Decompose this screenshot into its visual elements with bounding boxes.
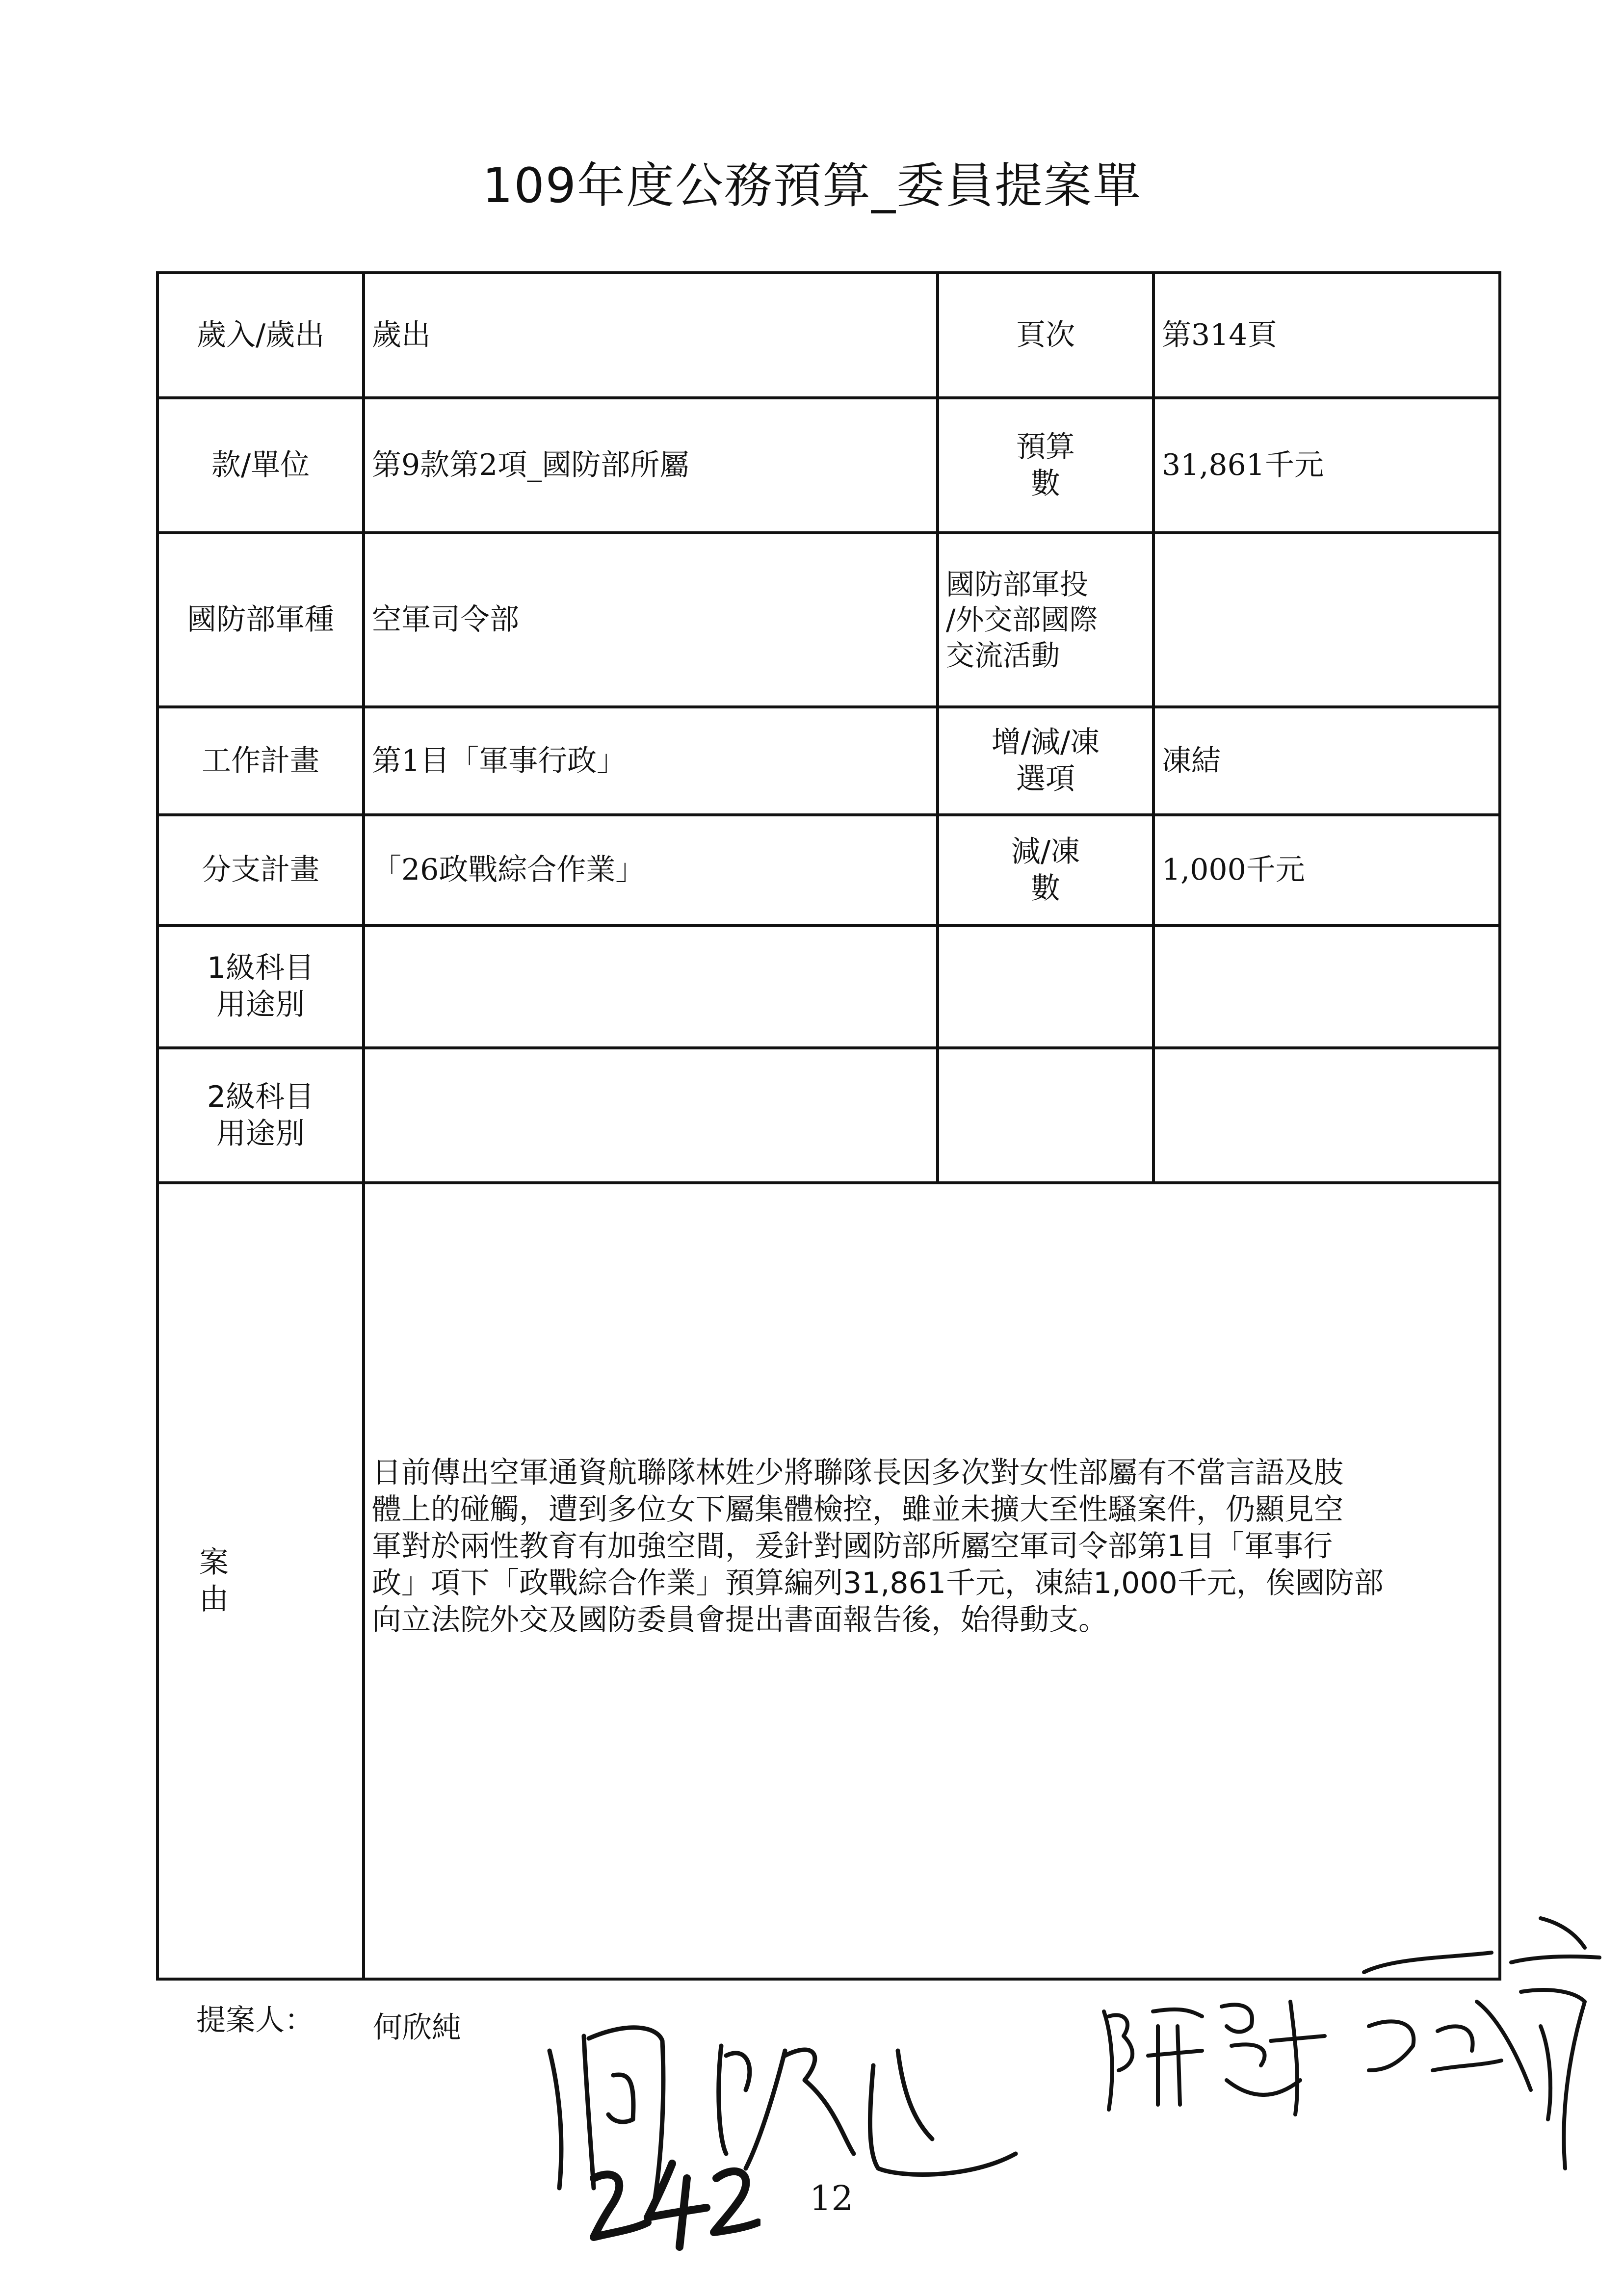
value-budget-amount: 31,861千元 <box>1153 398 1500 533</box>
row-reason <box>157 1183 1500 1979</box>
label2-level2 <box>938 1048 1153 1183</box>
signature-chen-manli <box>1094 1982 1339 2129</box>
proposer-label: 提案人： <box>196 2003 314 2037</box>
value-work-plan: 第1目「軍事行政」 <box>364 707 938 815</box>
value-service: 空軍司令部 <box>364 533 938 707</box>
value-reduce-amount: 1,000千元 <box>1153 815 1500 925</box>
label-budget-amount: 預算 數 <box>938 398 1153 533</box>
label-work-plan: 工作計畫 <box>157 707 364 815</box>
reason-line: 軍對於兩性教育有加強空間，爰針對國防部所屬空軍司令部第1目「軍事行 <box>372 1529 1333 1564</box>
handwritten-number-242 <box>584 2149 760 2257</box>
signature-he-xinchun <box>530 1992 1021 2208</box>
row-service <box>157 533 1500 707</box>
value-level2 <box>364 1048 938 1183</box>
value-branch-plan: 「26政戰綜合作業」 <box>364 815 938 925</box>
label-section-unit: 款/單位 <box>157 398 364 533</box>
label-branch-plan: 分支計畫 <box>157 815 364 925</box>
label-income-expense: 歲入/歲出 <box>157 273 364 398</box>
row-work-plan <box>157 707 1500 815</box>
reason-lines <box>372 1455 1492 1639</box>
proposer-name: 何欣純 <box>373 2010 461 2045</box>
value2-level1 <box>1153 925 1500 1048</box>
proposal-table <box>156 271 1501 1981</box>
label-investment: 國防部軍投 /外交部國際 交流活動 <box>938 533 1153 707</box>
reason-line: 向立法院外交及國防委員會提出書面報告後，始得動支。 <box>372 1603 1108 1637</box>
label2-level1 <box>938 925 1153 1048</box>
value-investment <box>1153 533 1500 707</box>
row-level2 <box>157 1048 1500 1183</box>
row-income-expense <box>157 273 1500 398</box>
row-branch-plan <box>157 815 1500 925</box>
reason-line: 體上的碰觸，遭到多位女下屬集體檢控，雖並未擴大至性騷案件，仍顯見空 <box>372 1492 1343 1527</box>
reason-line: 日前傳出空軍通資航聯隊林姓少將聯隊長因多次對女性部屬有不當言語及肢 <box>372 1456 1343 1490</box>
row-section-unit <box>157 398 1500 533</box>
value-income-expense: 歲出 <box>364 273 938 398</box>
row-level1 <box>157 925 1500 1048</box>
label-reduce-amount: 減/凍 數 <box>938 815 1153 925</box>
label-page: 頁次 <box>938 273 1153 398</box>
label-level2: 2級科目 用途別 <box>157 1048 364 1183</box>
label-level1: 1級科目 用途別 <box>157 925 364 1048</box>
page-number: 12 <box>810 2178 854 2218</box>
value-level1 <box>364 925 938 1048</box>
reason-line: 政」項下「政戰綜合作業」預算編列31,861千元，凍結1,000千元，俟國防部 <box>372 1566 1384 1600</box>
label-reason: 案由 <box>157 1183 364 1979</box>
label-service: 國防部軍種 <box>157 533 364 707</box>
form-title: 109年度公務預算_委員提案單 <box>482 158 1142 214</box>
value-section-unit: 第9款第2項_國防部所屬 <box>364 398 938 533</box>
label-option: 增/減/凍 選項 <box>938 707 1153 815</box>
value-option: 凍結 <box>1153 707 1500 815</box>
reason-text <box>364 1183 1500 1979</box>
value-page: 第314頁 <box>1153 273 1500 398</box>
value2-level2 <box>1153 1048 1500 1183</box>
